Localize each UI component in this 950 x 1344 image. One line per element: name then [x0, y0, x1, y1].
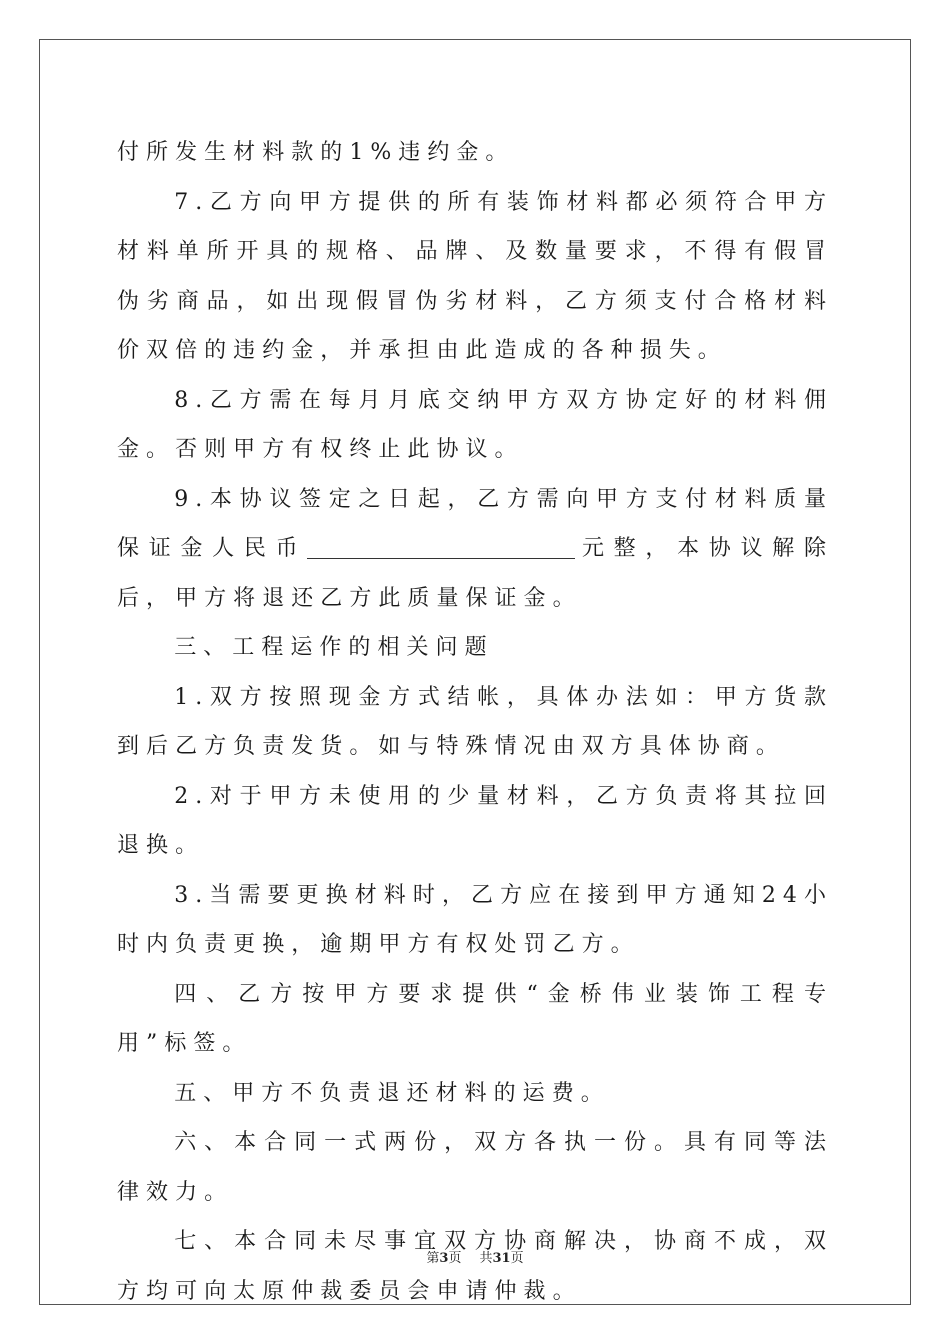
paragraph-item-1: 1.双方按照现金方式结帐，具体办法如：甲方货款到后乙方负责发货。如与特殊情况由双方具体协商。 — [117, 684, 833, 759]
section-6: 六、本合同一式两份，双方各执一份。具有同等法律效力。 — [117, 1130, 833, 1205]
paragraph-clause-8: 8.乙方需在每月月底交纳甲方双方协定好的材料佣金。否则甲方有权终止此协议。 — [117, 387, 833, 462]
paragraph-item-3: 3.当需要更换材料时，乙方应在接到甲方通知24小时内负责更换，逾期甲方有权处罚乙方。 — [117, 882, 833, 957]
section-heading-3: 三、工程运作的相关问题 — [174, 635, 494, 660]
paragraph-clause-9 — [117, 475, 833, 624]
paragraph-item-2: 2.对于甲方未使用的少量材料，乙方负责将其拉回退换。 — [117, 783, 833, 858]
section-7: 七、本合同未尽事宜双方协商解决，协商不成，双方均可向太原仲裁委员会申请仲裁。 — [117, 1229, 833, 1304]
page-footer — [0, 1247, 950, 1266]
paragraph-continuation: 付所发生材料款的1%违约金。 — [117, 140, 515, 165]
page-number: 3 — [439, 1251, 449, 1266]
paragraph-clause-7: 7.乙方向甲方提供的所有装饰材料都必须符合甲方材料单所开具的规格、品牌、及数量要求，不得有假冒伪劣商品，如出现假冒伪劣材料，乙方须支付合格材料价双倍的违约金，并承担由此造成的各种损失。 — [117, 189, 833, 363]
section-4: 四、乙方按甲方要求提供“金桥伟业装饰工程专用”标签。 — [117, 981, 833, 1056]
total-pages: 31 — [492, 1251, 511, 1266]
clause-9-text-before: 9.本协议签定之日起，乙方需向甲方支付材料质量保证金人民币 — [117, 486, 833, 561]
clause-9-text-after: 元整，本协议解除后，甲方将退还乙方此质量保证金。 — [117, 536, 833, 611]
total-suffix: 页 — [510, 1251, 524, 1266]
section-5: 五、甲方不负责退还材料的运费。 — [174, 1080, 610, 1106]
page-suffix: 页 — [448, 1251, 462, 1266]
total-prefix: 共 — [479, 1251, 493, 1266]
page-prefix: 第 — [426, 1251, 440, 1266]
fill-in-blank — [307, 530, 575, 559]
document-body — [117, 128, 833, 1316]
